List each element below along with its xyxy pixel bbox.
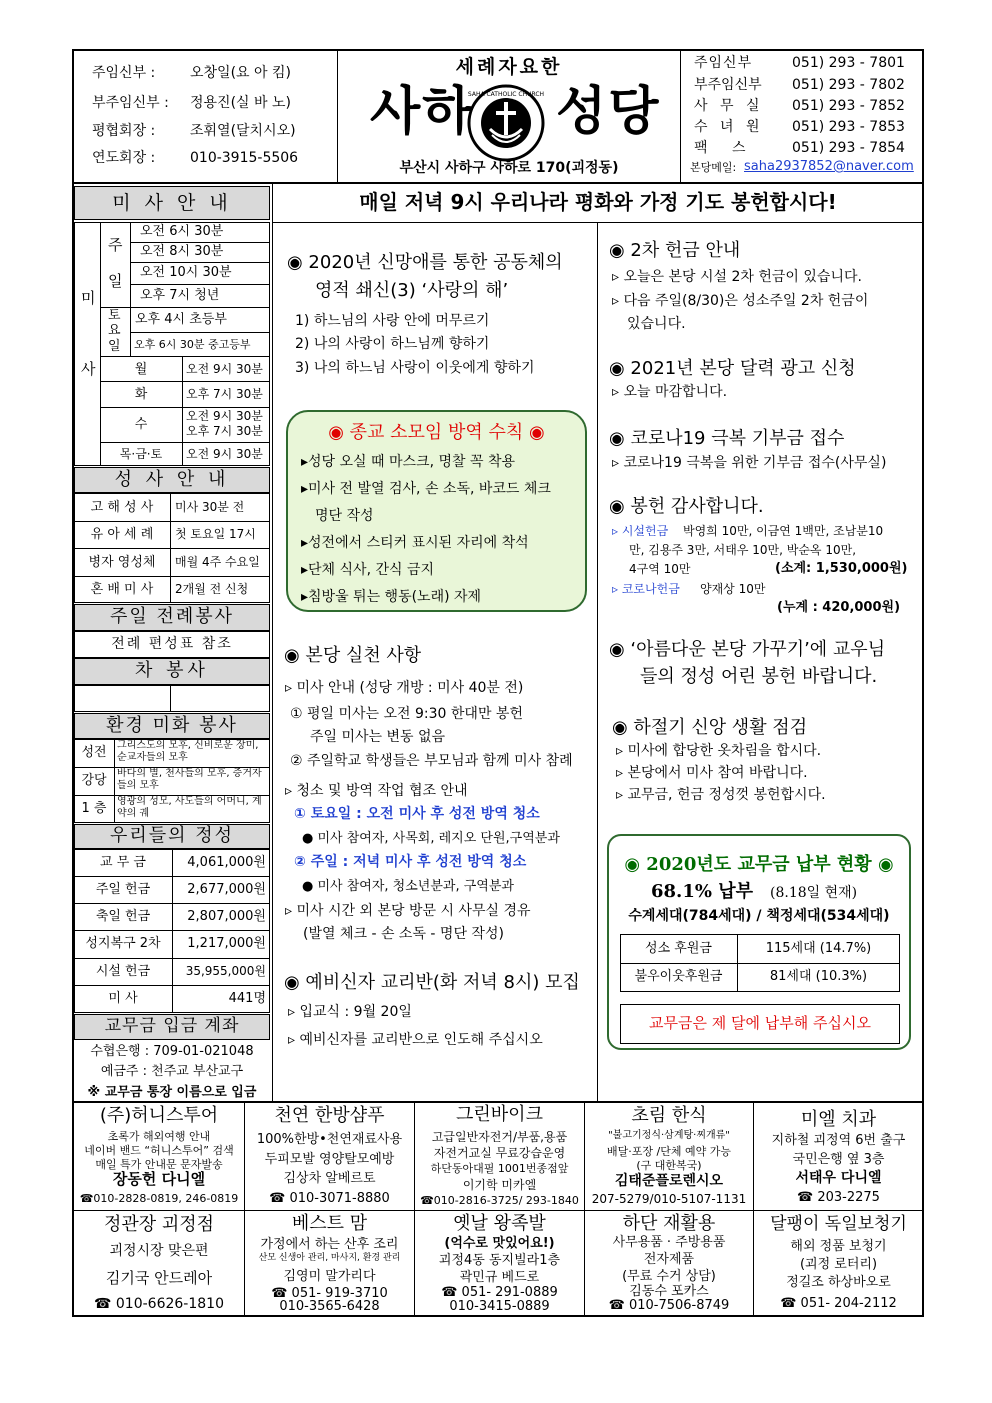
rule-item: ▸단체 식사, 간식 금지 [301,562,435,578]
corona-text: 양재상 10만 [700,582,766,596]
ad-line: 괴정4동 동지빌라1층 [438,1253,561,1268]
dues-households: 수계세대(784세대) / 책정세대(534세대) [628,908,890,924]
ad-line: 두피모발 영양탈모예방 [264,1152,395,1167]
clean-item: ① 토요일 : 오전 미사 후 성전 방역 청소 [294,806,540,822]
rules-title: ◉ 종교 소모임 방역 수칙 ◉ [328,422,545,443]
ad-name: 김기국 안드레아 [105,1269,213,1287]
sacrament-value: 2개월 전 신청 [175,582,249,596]
sacrament-name: 혼 배 미 사 [90,582,154,597]
corona-label: ▹ 코로나헌금 [612,582,680,596]
section-title: 들의 정성 어린 봉헌 바랍니다. [640,666,878,687]
ad-title: 달팽이 독일보청기 [770,1214,907,1234]
ad-phone: ☎010-2828-0819, 246-0819 [79,1192,239,1205]
list-item: 2) 나의 사랑이 하느님께 향하기 [295,336,490,352]
offering-name: 성지복구 2차 [85,936,161,951]
saturday-label: 토 [108,308,121,323]
banner-text: 매일 저녁 9시 우리나라 평화와 가정 기도 봉헌합시다! [359,190,837,214]
weekday-time: 오후 7시 30분 [186,424,263,438]
church-subtitle: 세례자요한 [455,56,563,78]
contact-label: 팩 스 [694,140,756,156]
priest-role: 주임신부 : [92,65,156,81]
saturday-label: 일 [108,339,121,354]
section-title: ◉ 2020년 신망애를 통한 공동체의 [287,252,563,273]
practice-line: ① 평일 미사는 오전 9:30 한대만 봉헌 [290,706,523,722]
account-line: ※ 교무금 통장 이름으로 입금 [87,1085,257,1100]
weekday-time: 오전 9시 30분 [186,447,263,461]
offering-value: 35,955,000원 [185,964,266,978]
weekday-name: 월 [134,362,148,377]
facility-line: 만, 김용주 3만, 서태우 10만, 박순옥 10만, [629,543,857,557]
ad-line: 고급일반자전거/부품,용품 [431,1130,568,1144]
facility-line: 4구역 10만 [629,562,691,576]
ad-line: 가정에서 하는 산후 조리 [260,1237,399,1252]
dues-pct: 68.1% 납부 [651,881,753,902]
weekday-time: 오전 9시 30분 [186,409,263,423]
weekday-name: 수 [134,417,148,432]
priest-role: 연도회장 : [92,150,156,166]
logo-text: SAHA CATHOLIC CHURCH [467,91,545,98]
practice-line: (발열 체크 - 손 소독 - 명단 작성) [303,926,504,942]
offering-value: 441명 [228,991,266,1006]
section-title: ◉ 예비신자 교리반(화 저녁 8시) 모집 [284,972,580,993]
ad-phone: ☎ 203-2275 [797,1190,880,1205]
email-label: 본당메일: [690,161,737,174]
car-header: 차 봉사 [135,660,209,681]
account-line: 수협은행 : 709-01-021048 [90,1044,254,1059]
rule-item: ▸미사 전 발열 검사, 손 소독, 바코드 체크 [301,481,551,497]
section-title: ◉ 본당 실천 사항 [284,645,422,666]
account-header: 교무금 입금 계좌 [104,1016,240,1036]
ad-phone: ☎ 051- 204-2112 [780,1296,897,1311]
ad-line: 사무용품 · 주방용품 [612,1235,726,1250]
notice-line: ▹ 미사에 합당한 옷차림을 합시다. [616,743,822,759]
ad-phone: ☎ 010-6626-1810 [94,1296,224,1312]
dues-note: 교무금은 제 달에 납부해 주십시오 [649,1014,871,1032]
ad-line: 자전거교실 무료강습운영 [433,1146,566,1160]
church-title-left: 사하 [370,82,475,142]
section-title: 영적 쇄신(3) ‘사랑의 해’ [315,280,509,301]
liturgy-text: 전례 편성표 참조 [111,636,233,652]
env-value: 그리스도의 모후, 신비로운 장미, 순교자들의 모후 [117,740,259,763]
ad-line: 국민은행 옆 3층 [792,1152,885,1167]
ad-phone: 010-3415-0889 [449,1299,550,1314]
offering-name: 주일 헌금 [95,882,151,897]
env-name: 강당 [81,773,107,788]
saturday-time: 오후 4시 초등부 [135,312,227,327]
saturday-time: 오후 6시 30분 중고등부 [134,338,251,351]
ad-line: 초록가 해외여행 안내 [107,1130,211,1143]
priest-name: 010-3915-5506 [190,150,299,166]
notice-line: ▹ 다음 주일(8/30)은 성소주일 2차 헌금이 [612,293,869,309]
env-value: 바다의 별, 천사들의 모후, 증거자들의 모후 [117,768,262,791]
weekday-name: 화 [134,387,148,402]
sacrament-name: 고 해 성 사 [90,500,154,515]
priest-name: 정용진(실 바 노) [190,95,291,111]
offering-value: 2,677,000원 [187,882,266,897]
dues-row-value: 115세대 (14.7%) [765,941,872,956]
ad-line: "불고기정식·삼계탕·찌개류" [608,1130,730,1141]
ad-phone: ☎ 051- 919-3710 [271,1286,388,1301]
ad-line: 매일 특가 안내문 문자발송 [95,1158,223,1171]
offering-header: 우리들의 정성 [109,825,235,846]
notice-line: ▹ 본당에서 미사 참여 바랍니다. [616,765,808,781]
offering-name: 미 사 [108,991,138,1006]
clean-sub: ● 미사 참여자, 사목회, 레지오 단원,구역분과 [302,831,560,846]
facility-label: ▹ 시설헌금 [612,524,669,538]
email-link[interactable]: saha2937852@naver.com [744,159,914,174]
env-value: 영광의 성모, 사도들의 어머니, 계약의 궤 [117,796,262,819]
ad-title: 옛날 왕족발 [453,1213,546,1234]
notice-line: ▹ 오늘은 본당 시설 2차 헌금이 있습니다. [612,269,862,285]
ad-line: 김동수 포카스 [629,1284,709,1299]
section-title: ◉ 2021년 본당 달력 광고 신청 [609,358,856,379]
dues-date: (8.18일 현재) [770,885,858,901]
sacrament-value: 매월 4주 수요일 [175,555,260,569]
contact-phone: 051) 293 - 7853 [792,119,905,135]
clean-item: ② 주일 : 저녁 미사 후 성전 방역 청소 [294,854,527,870]
ad-title: (주)허니스투어 [99,1105,219,1126]
weekday-name: 목·금·토 [119,447,163,461]
notice-line: ▹ 교무금, 헌금 정성껏 봉헌합시다. [616,787,826,803]
ad-phone: 207-5279/010-5107-1131 [591,1192,747,1206]
sacrament-name: 유 아 세 례 [90,527,154,542]
notice-line: 있습니다. [627,316,686,332]
ad-line: (억수로 맛있어요!) [444,1236,555,1251]
sunday-time: 오전 6시 30분 [140,224,224,239]
dues-title: ◉ 2020년도 교무금 납부 현황 ◉ [624,854,894,875]
dues-row-value: 81세대 (10.3%) [769,969,868,984]
offering-name: 교 무 금 [100,855,146,870]
ad-line: 지하철 괴정역 6번 출구 [771,1133,906,1148]
sunday-time: 오전 8시 30분 [140,244,224,259]
church-title-right: 성당 [556,82,661,142]
sunday-time: 오전 10시 30분 [140,265,232,280]
contact-phone: 051) 293 - 7802 [792,77,905,93]
practice-line: 주일 미사는 변동 없음 [310,729,446,745]
contact-phone: 051) 293 - 7801 [792,55,905,71]
catechism-line: ▹ 입교식 : 9월 20일 [288,1004,412,1020]
ad-phone: ☎ 010-3071-8880 [269,1191,390,1206]
liturgy-header: 주일 전례봉사 [109,606,235,627]
contact-label: 부주임신부 [694,77,762,93]
ad-line: 해외 정품 보청기 [790,1239,887,1254]
ad-line: 김영미 말가리다 [283,1269,376,1284]
ad-phone: ☎010-2816-3725/ 293-1840 [420,1194,579,1207]
ad-line: 정길조 하상바오로 [786,1275,891,1290]
practice-line: ② 주일학교 학생들은 부모님과 함께 미사 참례 [290,753,573,769]
ad-title: 초림 한식 [631,1105,707,1126]
ad-line: (구 대한복국) [636,1159,702,1172]
facility-line: 박영희 10만, 이금연 1백만, 조남분10 [683,524,884,538]
ad-line: 배달·포장 /단체 예약 가능 [607,1145,731,1158]
ad-line: 100%한방•천연재료사용 [256,1132,403,1147]
ad-line: (괴정 로터리) [799,1257,878,1272]
account-line: 예금주 : 천주교 부산교구 [100,1064,244,1079]
facility-total: (소계: 1,530,000원) [775,561,908,576]
ad-title: 미엘 치과 [800,1109,877,1130]
offering-name: 축일 헌금 [95,909,151,924]
sacrament-value: 미사 30분 전 [175,500,245,514]
weekday-time: 오전 9시 30분 [186,362,263,376]
practice-line: ▹ 미사 안내 (성당 개방 : 미사 40분 전) [285,680,524,696]
practice-line: ▹ 청소 및 방역 작업 협조 안내 [285,783,468,799]
notice-line: ▹ 코로나19 극복을 위한 기부금 접수(사무실) [612,455,887,471]
dues-row-name: 불우이웃후원금 [634,969,723,984]
section-title: ◉ 하절기 신앙 생활 점검 [612,717,808,738]
contact-phone: 051) 293 - 7854 [792,140,905,156]
ad-line: 전자제품 [643,1252,695,1267]
ad-title: 베스트 맘 [291,1213,368,1234]
section-title: ◉ 코로나19 극복 기부금 접수 [609,428,845,449]
offering-value: 1,217,000원 [187,936,266,951]
contact-label: 사 무 실 [694,98,764,114]
ad-title: 천연 한방샴푸 [274,1105,385,1126]
dues-row-name: 성소 후원금 [645,941,712,956]
contact-label: 수 녀 원 [694,119,764,135]
ad-name: 김태준플로렌시오 [614,1173,724,1189]
env-header: 환경 미화 봉사 [106,715,238,736]
section-title: ◉ 2차 헌금 안내 [609,240,741,261]
section-title: ◉ ‘아름다운 본당 가꾸기’에 교우님 [609,639,886,660]
mass-header: 미 사 안 내 [112,192,232,214]
practice-line: ▹ 미사 시간 외 본당 방문 시 사무실 경유 [285,903,531,919]
rule-item: 명단 작성 [315,508,374,524]
ad-line: 하단동아대필 1001번종점앞 [430,1162,569,1175]
list-item: 3) 나의 하느님 사랑이 이웃에게 향하기 [295,360,535,376]
rule-item: ▸성전에서 스티커 표시된 자리에 착석 [301,535,529,551]
ad-phone: ☎ 010-7506-8749 [608,1298,730,1313]
offering-name: 시설 헌금 [95,964,151,979]
rule-item: ▸침방울 튀는 행동(노래) 자제 [301,589,482,605]
sunday-time: 오후 7시 청년 [140,288,220,303]
ad-line: 이기학 미카엘 [462,1178,537,1192]
ad-line: 네이버 밴드 “허니스투어” 검색 [84,1144,234,1157]
sacrament-value: 첫 토요일 17시 [175,527,256,541]
ad-line: 괴정시장 맞은편 [109,1243,209,1259]
ad-title: 하단 재활용 [622,1213,716,1234]
list-item: 1) 하느님의 사랑 안에 머무르기 [295,313,490,329]
catechism-line: ▹ 예비신자를 교리반으로 인도해 주십시오 [288,1032,543,1048]
priest-name: 오창일(요 아 킴) [190,65,291,81]
mass-label: 사 [81,360,96,378]
sunday-label: 주 [108,236,123,254]
offering-value: 2,807,000원 [187,909,266,924]
ad-title: 정관장 괴정점 [103,1214,215,1235]
notice-line: ▹ 오늘 마감합니다. [612,384,728,400]
priest-role: 평협회장 : [92,123,156,139]
offering-value: 4,061,000원 [187,855,266,870]
clean-sub: ● 미사 참여자, 청소년분과, 구역분과 [302,879,514,894]
weekday-time: 오후 7시 30분 [186,387,263,401]
ad-name: 서태우 다니엘 [795,1170,882,1186]
section-title: ◉ 봉헌 감사합니다. [609,496,764,517]
ad-line: 산모 신생아 관리, 마사지, 환경 관리 [258,1253,401,1263]
contact-label: 주임신부 [694,55,753,71]
priest-name: 조휘열(달치시오) [190,123,296,139]
ad-line: 김상차 알베르토 [283,1171,376,1186]
church-address: 부산시 사하구 사하로 170(괴정동) [399,160,619,176]
ad-title: 그린바이크 [456,1104,543,1125]
ad-phone: 010-3565-6428 [279,1299,380,1314]
ad-name: 장동헌 다니엘 [112,1170,206,1188]
ad-line: 곽민규 베드로 [459,1270,540,1285]
mass-label: 미 [81,289,96,307]
sunday-label: 일 [108,272,123,290]
contact-phone: 051) 293 - 7852 [792,98,905,114]
rule-item: ▸성당 오실 때 마스크, 명찰 꼭 착용 [301,454,515,470]
sacrament-header: 성 사 안 내 [114,469,230,490]
ad-phone: ☎ 051- 291-0889 [441,1285,558,1300]
env-name: 성전 [81,745,107,760]
saturday-label: 요 [108,323,121,338]
corona-total: (누계 : 420,000원) [777,600,901,615]
church-logo [466,83,546,163]
sacrament-name: 병자 영성체 [88,555,156,570]
priest-role: 부주임신부 : [92,95,169,111]
env-name: 1 층 [81,801,107,816]
ad-line: (무료 수거 상담) [622,1269,716,1284]
